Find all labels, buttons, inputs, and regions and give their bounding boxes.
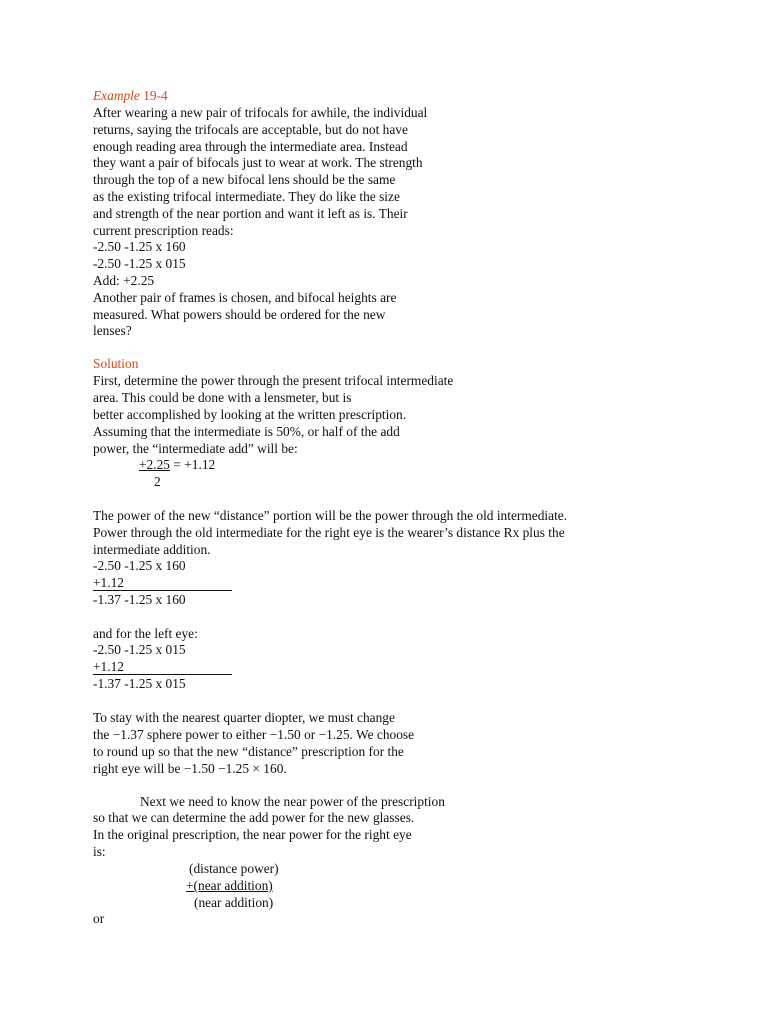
right-calc-addend: +1.12 [93,575,232,591]
near-calc-line1: (distance power) [189,861,279,876]
prescription-left: -2.50 -1.25 x 015 [93,256,186,271]
fraction-result: = +1.12 [170,457,216,472]
left-calc-result: -1.37 -1.25 x 015 [93,676,186,691]
example-line: enough reading area through the intermediate area. Instead [93,139,408,154]
solution-line: Power through the old intermediate for the right eye is the wearer’s distance Rx plus the [93,525,565,540]
solution-line: is: [93,844,106,859]
fraction-denominator: 2 [154,474,161,489]
solution-line: area. This could be done with a lensmeter, but is [93,390,352,405]
example-line: measured. What powers should be ordered for the new [93,307,386,322]
example-heading [93,87,168,104]
solution-line: the −1.37 sphere power to either −1.50 or −1.25. We choose [93,727,415,742]
example-line: After wearing a new pair of trifocals for awhile, the individual [93,105,428,120]
solution-line: to round up so that the new “distance” prescription for the [93,744,404,759]
example-line: as the existing trifocal intermediate. They do like the size [93,189,400,204]
fraction-numerator: +2.25 [139,457,170,472]
near-calc-line2 [186,877,273,894]
solution-line: First, determine the power through the present trifocal intermediate [93,373,454,388]
near-calc-line3: (near addition) [194,895,274,910]
left-calc-addend: +1.12 [93,659,232,675]
solution-line: Assuming that the intermediate is 50%, or half of the add [93,424,400,439]
example-line: returns, saying the trifocals are acceptable, but do not have [93,122,408,137]
example-number: 19-4 [139,88,168,103]
solution-line: so that we can determine the add power for the new glasses. [93,810,415,825]
solution-line: The power of the new “distance” portion will be the power through the old intermediate. [93,508,568,523]
example-line: and strength of the near portion and want it left as is. Their [93,206,408,221]
solution-line: To stay with the nearest quarter diopter, we must change [93,710,395,725]
prescription-right: -2.50 -1.25 x 160 [93,239,186,254]
right-calc-result: -1.37 -1.25 x 160 [93,592,186,607]
example-line: current prescription reads: [93,223,234,238]
example-line: they want a pair of bifocals just to wear at work. The strength [93,155,423,170]
fraction-numerator-line [139,456,215,473]
example-label: Example [93,88,140,103]
prescription-add: Add: +2.25 [93,273,155,288]
left-calc-line2 [93,658,232,675]
solution-line: intermediate addition. [93,542,211,557]
solution-line: In the original prescription, the near power for the right eye [93,827,412,842]
left-calc-line1: -2.50 -1.25 x 015 [93,642,186,657]
right-calc-line2 [93,574,232,591]
example-line: Another pair of frames is chosen, and bifocal heights are [93,290,397,305]
example-line: through the top of a new bifocal lens should be the same [93,172,396,187]
solution-line: power, the “intermediate add” will be: [93,441,298,456]
left-eye-intro: and for the left eye: [93,626,198,641]
example-line: lenses? [93,323,132,338]
solution-heading: Solution [93,356,139,371]
solution-line: better accomplished by looking at the written prescription. [93,407,407,422]
trailing-text: or [93,911,105,926]
solution-line: right eye will be −1.50 −1.25 × 160. [93,761,287,776]
near-calc-addend: +(near addition) [186,878,273,893]
solution-line: Next we need to know the near power of the prescription [140,794,445,809]
right-calc-line1: -2.50 -1.25 x 160 [93,558,186,573]
